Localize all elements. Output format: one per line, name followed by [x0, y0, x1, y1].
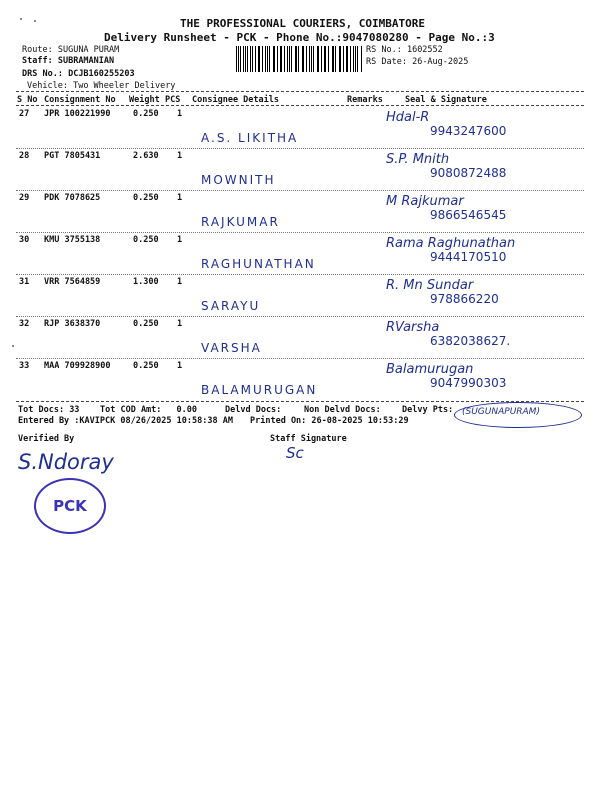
- barcode-bar: [318, 46, 319, 72]
- row-divider: [16, 190, 584, 191]
- row-phone-handwriting: 9047990303: [430, 376, 507, 390]
- row-phone-handwriting: 9943247600: [430, 124, 507, 138]
- row-pcs: 1: [177, 319, 183, 329]
- scan-dot: [20, 18, 22, 20]
- row-signature-handwriting: Rama Raghunathan: [386, 236, 516, 251]
- row-divider: [16, 232, 584, 233]
- row-sno: 31: [19, 277, 30, 287]
- barcode-bar: [250, 46, 251, 72]
- barcode-bar: [280, 46, 281, 72]
- barcode-bar: [258, 46, 259, 72]
- staff-line: [22, 56, 114, 66]
- stamp-text: PCK: [53, 497, 87, 515]
- row-consignment-no: KMU 3755138: [44, 235, 101, 245]
- row-weight: 1.300: [133, 277, 159, 287]
- barcode-bar: [291, 46, 292, 72]
- col-seal-signature: Seal & Signature: [405, 95, 487, 105]
- row-weight: 0.250: [133, 235, 159, 245]
- staff-signature-label: Staff Signature: [270, 434, 347, 444]
- rs-date-value: 26-Aug-2025: [412, 57, 469, 67]
- col-sno: S No: [17, 95, 38, 105]
- row-sno: 27: [19, 109, 30, 119]
- rs-date-line: [366, 57, 468, 67]
- row-pcs: 1: [177, 361, 183, 371]
- barcode-bar: [273, 46, 274, 72]
- staff-label: Staff:: [22, 56, 53, 66]
- row-weight: 2.630: [133, 151, 159, 161]
- drs-value: DCJB160255203: [68, 69, 135, 79]
- col-pcs: PCS: [165, 95, 181, 105]
- row-consignment-no: JPR 100221990: [44, 109, 111, 119]
- row-pcs: 1: [177, 193, 183, 203]
- barcode-bar: [311, 46, 312, 72]
- row-consignee-handwriting: RAGHUNATHAN: [201, 257, 316, 271]
- printed-on: Printed On: 26-08-2025 10:53:29: [250, 416, 409, 426]
- barcode-bar: [321, 46, 322, 72]
- rs-date-label: RS Date:: [366, 57, 407, 67]
- row-signature-handwriting: Balamurugan: [386, 362, 474, 377]
- barcode-bar: [269, 46, 270, 72]
- row-signature-handwriting: R. Mn Sundar: [386, 278, 474, 293]
- barcode-bar: [340, 46, 341, 72]
- rs-no-label: RS No.:: [366, 45, 402, 55]
- entered-by: Entered By :KAVIPCK 08/26/2025 10:58:38 AM: [18, 416, 233, 426]
- row-consignee-handwriting: VARSHA: [201, 341, 262, 355]
- scan-dot: [12, 345, 14, 347]
- row-signature-handwriting: M Rajkumar: [386, 194, 464, 209]
- col-consignee: Consignee Details: [192, 95, 279, 105]
- row-phone-handwriting: 978866220: [430, 292, 499, 306]
- barcode-bar: [361, 46, 362, 72]
- row-signature-handwriting: RVarsha: [386, 320, 440, 335]
- table-top-rule: [16, 91, 584, 92]
- row-sno: 32: [19, 319, 30, 329]
- row-phone-handwriting: 6382038627.: [430, 334, 511, 348]
- row-sno: 29: [19, 193, 30, 203]
- col-weight: Weight: [129, 95, 160, 105]
- barcode-bar: [335, 46, 336, 72]
- row-weight: 0.250: [133, 361, 159, 371]
- pck-stamp: [34, 478, 106, 534]
- row-consignee-handwriting: RAJKUMAR: [201, 215, 280, 229]
- delivery-point-handwriting: (SUGUNAPURAM): [462, 407, 540, 417]
- row-consignment-no: PDK 7078625: [44, 193, 101, 203]
- row-divider: [16, 148, 584, 149]
- vehicle-value: Two Wheeler Delivery: [73, 81, 176, 91]
- barcode-bar: [236, 46, 237, 72]
- row-weight: 0.250: [133, 109, 159, 119]
- row-weight: 0.250: [133, 319, 159, 329]
- tot-cod-label: Tot COD Amt:: [100, 405, 162, 415]
- drs-line: [22, 69, 135, 79]
- row-consignee-handwriting: BALAMURUGAN: [201, 383, 318, 397]
- row-sno: 28: [19, 151, 30, 161]
- row-signature-handwriting: Hdal-R: [386, 110, 430, 125]
- row-sno: 30: [19, 235, 30, 245]
- row-divider: [16, 316, 584, 317]
- col-consignment: Consignment No: [44, 95, 116, 105]
- row-consignment-no: VRR 7564859: [44, 277, 101, 287]
- barcode-icon: [236, 46, 362, 72]
- row-pcs: 1: [177, 109, 183, 119]
- staff-value: SUBRAMANIAN: [57, 56, 115, 66]
- delvd-docs-label: Delvd Docs:: [225, 405, 282, 415]
- row-pcs: 1: [177, 235, 183, 245]
- row-signature-handwriting: S.P. Mnith: [386, 152, 450, 167]
- row-consignment-no: MAA 709928900: [44, 361, 111, 371]
- vehicle-line: [27, 81, 175, 91]
- non-delvd-docs-label: Non Delvd Docs:: [304, 405, 381, 415]
- drs-label: DRS No.:: [22, 69, 63, 79]
- company-title: THE PROFESSIONAL COURIERS, COIMBATORE: [180, 17, 426, 30]
- col-remarks: Remarks: [347, 95, 383, 105]
- barcode-bar: [303, 46, 304, 72]
- rs-no-line: [366, 45, 443, 55]
- row-sno: 33: [19, 361, 30, 371]
- barcode-bar: [259, 46, 260, 72]
- totals-line: [18, 405, 79, 415]
- staff-signature-handwriting: Sc: [286, 444, 304, 462]
- scan-dot: [34, 20, 36, 22]
- row-phone-handwriting: 9866546545: [430, 208, 507, 222]
- row-phone-handwriting: 9080872488: [430, 166, 507, 180]
- row-consignment-no: RJP 3638370: [44, 319, 101, 329]
- tot-docs-value: 33: [69, 405, 80, 415]
- row-weight: 0.250: [133, 193, 159, 203]
- row-pcs: 1: [177, 151, 183, 161]
- route-line: [22, 45, 119, 55]
- tot-cod-value: 0.00: [176, 405, 198, 415]
- tot-docs-label: Tot Docs:: [18, 405, 65, 415]
- row-consignee-handwriting: SARAYU: [201, 299, 261, 313]
- route-label: Route:: [22, 45, 53, 55]
- vehicle-label: Vehicle:: [27, 81, 68, 91]
- barcode-bar: [287, 46, 288, 72]
- row-divider: [16, 358, 584, 359]
- rs-no-value: 1602552: [406, 45, 443, 55]
- route-value: SUGUNA PURAM: [57, 45, 120, 55]
- verifier-signature-handwriting: S.Ndoray: [18, 450, 114, 474]
- row-consignee-handwriting: MOWNITH: [201, 173, 276, 187]
- barcode-bar: [243, 46, 244, 72]
- barcode-bar: [347, 46, 348, 72]
- barcode-bar: [328, 46, 329, 72]
- barcode-bar: [353, 46, 354, 72]
- row-phone-handwriting: 9444170510: [430, 250, 507, 264]
- row-consignee-handwriting: A.S. LIKITHA: [201, 131, 299, 145]
- cod-line: [100, 405, 197, 415]
- verified-by-label: Verified By: [18, 434, 75, 444]
- row-pcs: 1: [177, 277, 183, 287]
- runsheet-title: Delivery Runsheet - PCK - Phone No.:9047080280 - Page No.:3: [104, 31, 495, 44]
- row-divider: [16, 274, 584, 275]
- row-consignment-no: PGT 7805431: [44, 151, 101, 161]
- table-header-rule: [16, 105, 584, 106]
- delvy-pts-label: Delvy Pts:: [402, 405, 454, 415]
- barcode-bar: [298, 46, 299, 72]
